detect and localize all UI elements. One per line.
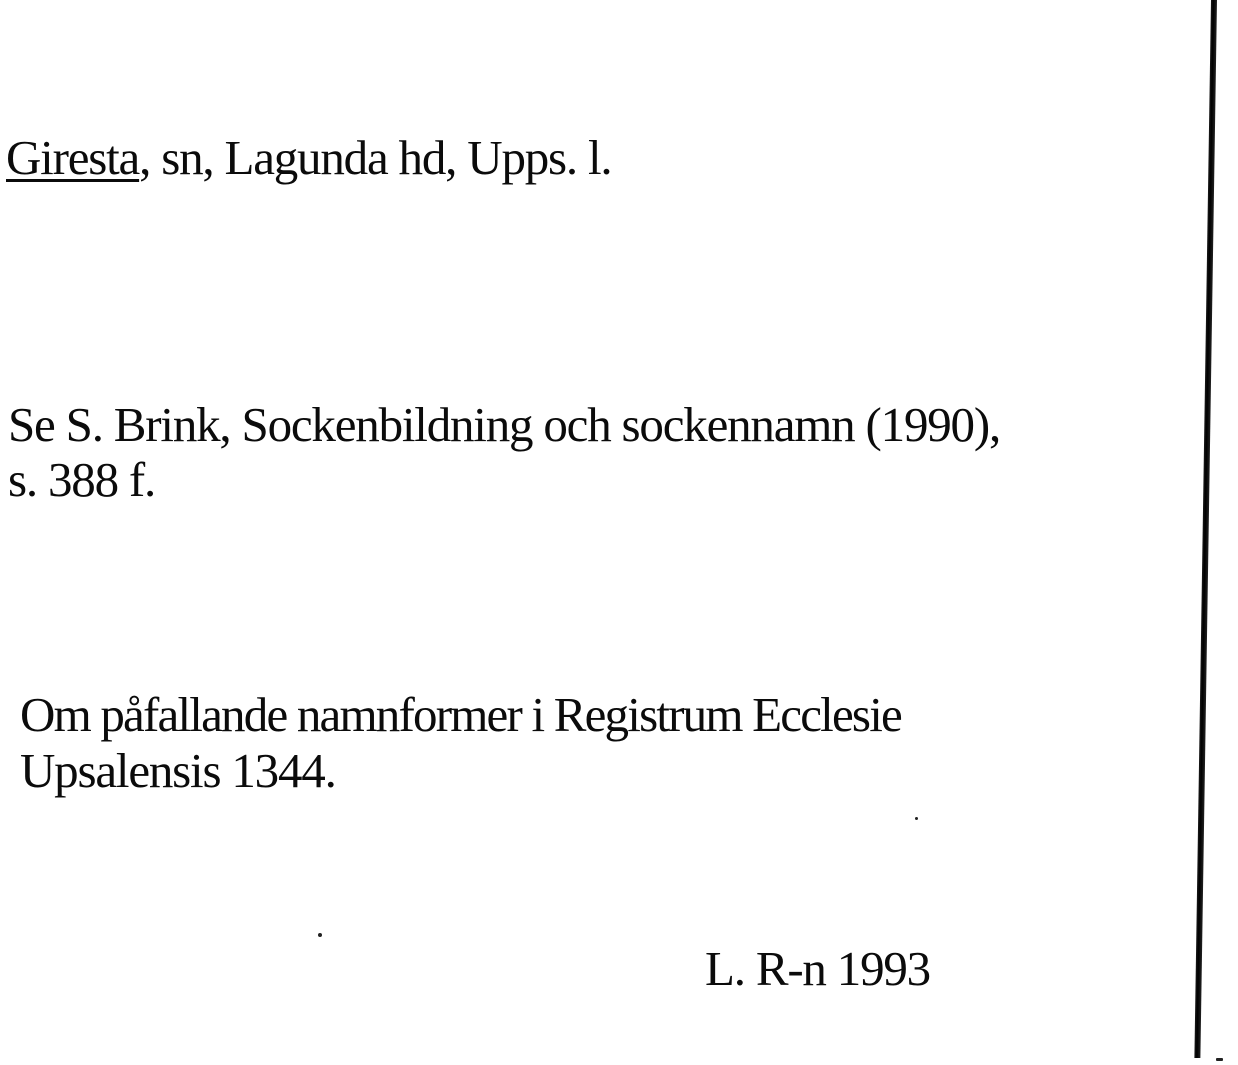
headword: Giresta [6, 130, 140, 185]
note-line-2: Upsalensis 1344. [20, 743, 336, 798]
scan-speck [318, 933, 322, 937]
scan-speck [1216, 1058, 1223, 1061]
reference-line-1: Se S. Brink, Sockenbildning och sockennamn (1990), [8, 397, 1001, 452]
heading-details: , sn, Lagunda hd, Upps. l. [139, 130, 612, 185]
scan-speck [915, 817, 918, 820]
card-edge-border [1194, 0, 1217, 1058]
signature: L. R-n 1993 [705, 941, 930, 996]
card-heading [6, 130, 612, 185]
note-line-1: Om påfallande namnformer i Registrum Ecclesie [20, 687, 901, 742]
reference-line-2: s. 388 f. [8, 452, 156, 507]
